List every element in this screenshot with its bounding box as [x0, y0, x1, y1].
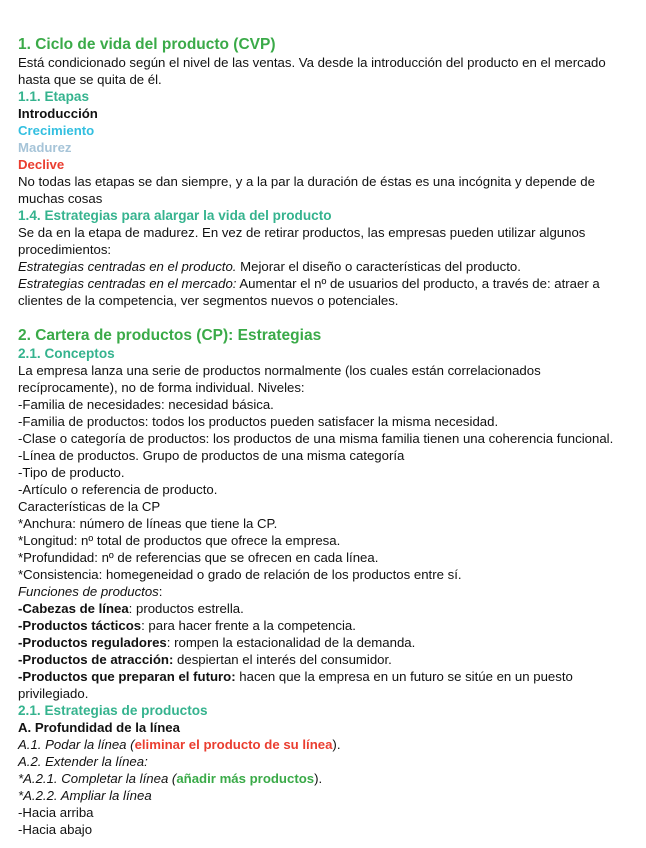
hacia-abajo-item: -Hacia abajo — [18, 822, 93, 837]
a21-post: ). — [314, 771, 323, 786]
estrategia-mercado-text: Aumentar el nº de usuarios del producto, a través de: atraer a clientes de la competencia, ver segmentos nuevos o potenciales. — [18, 276, 600, 308]
funcion-desc: hacen que la empresa en un futuro se sitúe en un puesto privilegiado. — [18, 669, 573, 701]
funciones-heading — [18, 583, 630, 600]
funcion-item — [18, 600, 630, 617]
conceptos-intro: La empresa lanza una serie de productos normalmente (los cuales están correlacionados recíprocamente), no de forma individual. Niveles: — [18, 363, 541, 395]
nivel-item: -Familia de necesidades: necesidad básica. — [18, 397, 274, 412]
nivel-item: -Familia de productos: todos los productos pueden satisfacer la misma necesidad. — [18, 414, 499, 429]
a1-highlight: eliminar el producto de su línea — [134, 737, 333, 752]
funcion-term: -Productos de atracción: — [18, 652, 174, 667]
estrategia-producto-text: Mejorar el diseño o características del producto. — [236, 259, 521, 274]
estrategia-mercado — [18, 275, 630, 309]
funcion-term: -Productos que preparan el futuro: — [18, 669, 236, 684]
funcion-item — [18, 651, 630, 668]
etapas-note: No todas las etapas se dan siempre, y a la par la duración de éstas es una incógnita y depende de muchas cosas — [18, 174, 595, 206]
a1-pre: A.1. Podar la línea ( — [18, 737, 135, 752]
stage-crecimiento: Crecimiento — [18, 123, 95, 138]
funcion-item — [18, 617, 630, 634]
funcion-desc: : rompen la estacionalidad de la demanda. — [166, 635, 416, 650]
stage-introduccion: Introducción — [18, 106, 98, 121]
a21-item — [18, 770, 630, 787]
caracteristica-item: *Consistencia: homegeneidad o grado de relación de los productos entre sí. — [18, 567, 462, 582]
nivel-item: -Línea de productos. Grupo de productos de una misma categoría — [18, 448, 405, 463]
estrategia-mercado-label: Estrategias centradas en el mercado: — [18, 276, 237, 291]
funcion-term: -Productos reguladores — [18, 635, 167, 650]
section-2-title: 2. Cartera de productos (CP): Estrategias — [18, 327, 322, 344]
nivel-item: -Clase o categoría de productos: los productos de una misma familia tienen una coherencia funcional. — [18, 431, 614, 446]
caracteristicas-heading: Características de la CP — [18, 499, 161, 514]
stage-madurez: Madurez — [18, 140, 72, 155]
section-1-title: 1. Ciclo de vida del producto (CVP) — [18, 36, 276, 53]
funcion-term: -Cabezas de línea — [18, 601, 129, 616]
a2-item: A.2. Extender la línea: — [18, 754, 148, 769]
profundidad-heading: A. Profundidad de la línea — [18, 720, 180, 735]
section-gap — [18, 309, 630, 326]
funcion-desc: : productos estrella. — [128, 601, 244, 616]
stage-declive: Declive — [18, 157, 65, 172]
etapas-heading: 1.1. Etapas — [18, 89, 90, 104]
funcion-desc: : para hacer frente a la competencia. — [141, 618, 356, 633]
estrategia-producto-label: Estrategias centradas en el producto. — [18, 259, 237, 274]
estrategias-alargar-heading: 1.4. Estrategias para alargar la vida del producto — [18, 208, 332, 223]
conceptos-heading: 2.1. Conceptos — [18, 346, 115, 361]
a21-highlight: añadir más productos — [176, 771, 315, 786]
a22-item: *A.2.2. Ampliar la línea — [18, 788, 152, 803]
caracteristica-item: *Longitud: nº total de productos que ofrece la empresa. — [18, 533, 341, 548]
a21-pre: *A.2.1. Completar la línea ( — [18, 771, 177, 786]
funcion-term: -Productos tácticos — [18, 618, 142, 633]
estrategia-producto — [18, 258, 630, 275]
caracteristica-item: *Profundidad: nº de referencias que se ofrecen en cada línea. — [18, 550, 379, 565]
nivel-item: -Artículo o referencia de producto. — [18, 482, 218, 497]
document-page — [18, 35, 630, 838]
section-1-intro: Está condicionado según el nivel de las ventas. Va desde la introducción del producto en el mercado hasta que se quita de él. — [18, 55, 606, 87]
funcion-item — [18, 668, 630, 702]
estrategias-productos-heading: 2.1. Estrategias de productos — [18, 703, 208, 718]
funcion-desc: despiertan el interés del consumidor. — [173, 652, 392, 667]
nivel-item: -Tipo de producto. — [18, 465, 125, 480]
a1-post: ). — [332, 737, 341, 752]
funciones-heading-label: Funciones de productos — [18, 584, 159, 599]
hacia-arriba-item: -Hacia arriba — [18, 805, 94, 820]
estrategias-alargar-intro: Se da en la etapa de madurez. En vez de retirar productos, las empresas pueden utilizar algunos procedimientos: — [18, 225, 586, 257]
funciones-heading-colon: : — [158, 584, 163, 599]
caracteristica-item: *Anchura: número de líneas que tiene la CP. — [18, 516, 278, 531]
a1-item — [18, 736, 630, 753]
funcion-item — [18, 634, 630, 651]
